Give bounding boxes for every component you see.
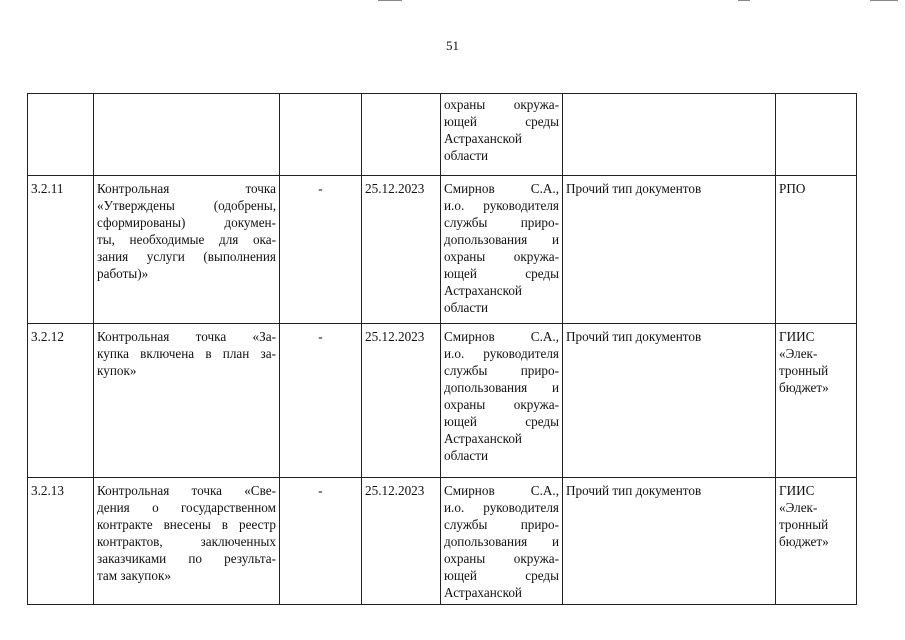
control-point-line: купок» [97,363,137,378]
document-type: Прочий тип документов [566,483,702,498]
scan-artifact [738,0,750,1]
item-number: 3.2.12 [31,329,64,344]
info-system-cell [776,324,857,478]
responsible-line: Астраханской [444,131,522,146]
responsible-cell [441,324,563,478]
item-number: 3.2.13 [31,483,64,498]
responsible-line: Астраханской [444,283,522,298]
control-point-line: контракте внесены в реестр [97,517,276,532]
responsible-line: области [444,448,489,463]
responsible-line: и.о. руководителя [444,500,559,515]
date-cell [362,94,441,176]
table-row [28,324,857,478]
responsible-line: охраны окружа- [444,97,559,112]
table-row [28,94,857,176]
responsible-line: Смирнов С.А., [444,329,559,344]
info-system-line: тронный [779,517,829,532]
control-point-line: купка включена в план за- [97,346,276,361]
control-point-cell [94,324,280,478]
responsible-line: Смирнов С.А., [444,483,559,498]
scan-artifact [378,0,402,1]
mark-cell [280,94,362,176]
document-type-cell [563,94,776,176]
info-system-line: бюджет» [779,534,829,549]
responsible-line: Астраханской [444,585,522,600]
item-number-cell [28,324,94,478]
control-point-line: Контрольная точка [97,181,276,196]
item-number: 3.2.11 [31,181,64,196]
control-point-cell [94,478,280,605]
mark-cell [280,324,362,478]
control-point-line: заказчиками по результа- [97,551,276,566]
table-row [28,176,857,324]
responsible-line: Смирнов С.А., [444,181,559,196]
info-system-line: «Элек- [779,500,818,515]
mark-cell [280,176,362,324]
responsible-line: охраны окружа- [444,551,559,566]
info-system-cell [776,478,857,605]
responsible-line: допользования и [444,232,559,247]
due-date: 25.12.2023 [365,329,425,344]
control-point-line: сформированы) докумен- [97,215,276,230]
control-point-line: контрактов, заключенных [97,534,276,549]
responsible-line: ющей среды [444,568,559,583]
plan-table [27,93,857,605]
responsible-line: допользования и [444,380,559,395]
mark-value: - [318,483,323,498]
responsible-line: Астраханской [444,431,522,446]
date-cell [362,478,441,605]
due-date: 25.12.2023 [365,483,425,498]
control-point-line: там закупок» [97,568,171,583]
document-type-cell [563,176,776,324]
responsible-line: охраны окружа- [444,249,559,264]
control-point-line: «Утверждены (одобрены, [97,198,276,213]
info-system-line: тронный [779,363,829,378]
mark-value: - [318,329,323,344]
responsible-line: ющей среды [444,266,559,281]
responsible-line: и.о. руководителя [444,346,559,361]
info-system-line: «Элек- [779,346,818,361]
responsible-line: области [444,300,489,315]
info-system-line: РПО [779,181,806,196]
responsible-line: области [444,148,489,163]
document-type-cell [563,324,776,478]
responsible-cell [441,478,563,605]
page-number: 51 [446,38,459,53]
document-type: Прочий тип документов [566,329,702,344]
control-point-line: ты, необходимые для ока- [97,232,276,247]
item-number-cell [28,94,94,176]
responsible-line: ющей среды [444,414,559,429]
date-cell [362,176,441,324]
control-point-line: Контрольная точка «За- [97,329,276,344]
responsible-line: службы приро- [444,215,559,230]
document-type-cell [563,478,776,605]
responsible-line: службы приро- [444,363,559,378]
control-point-line: дения о государственном [97,500,276,515]
scan-artifact [870,0,898,1]
control-point-line: зания услуги (выполнения [97,249,276,264]
responsible-line: допользования и [444,534,559,549]
info-system-line: бюджет» [779,380,829,395]
info-system-cell [776,94,857,176]
item-number-cell [28,176,94,324]
table-row [28,478,857,605]
info-system-line: ГИИС [779,329,815,344]
mark-value: - [318,181,323,196]
info-system-cell [776,176,857,324]
responsible-line: и.о. руководителя [444,198,559,213]
control-point-line: работы)» [97,266,149,281]
control-point-cell [94,94,280,176]
responsible-line: ющей среды [444,114,559,129]
responsible-line: охраны окружа- [444,397,559,412]
due-date: 25.12.2023 [365,181,425,196]
control-point-line: Контрольная точка «Све- [97,483,276,498]
responsible-line: службы приро- [444,517,559,532]
info-system-line: ГИИС [779,483,815,498]
document-type: Прочий тип документов [566,181,702,196]
date-cell [362,324,441,478]
responsible-cell [441,176,563,324]
control-point-cell [94,176,280,324]
responsible-cell [441,94,563,176]
mark-cell [280,478,362,605]
item-number-cell [28,478,94,605]
